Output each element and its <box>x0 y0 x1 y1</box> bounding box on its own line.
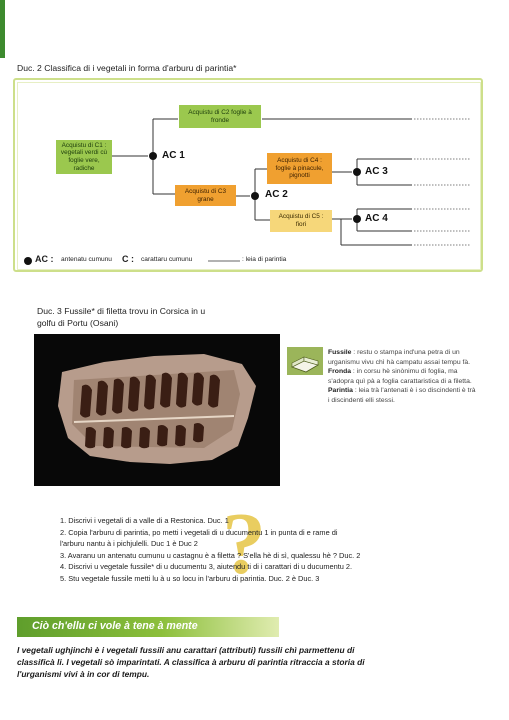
question-1: 1. Discrivi i vegetali di a valle di a Restonica. Duc. 1 <box>60 516 229 525</box>
box-c5: Acquistu di C5 : fiori <box>270 210 332 232</box>
ac1-node <box>149 152 157 160</box>
question-5: 5. Stu vegetale fussile metti lu à u so locu in l'arburu di parintia. Duc. 2 è Duc. 3 <box>60 573 320 583</box>
fossil-photo <box>34 334 280 486</box>
doc3-caption <box>37 305 205 329</box>
doc3-caption-line2: golfu di Portu (Osani) <box>37 318 119 328</box>
box-c4: Acquistu di C4 : foglie à pinacule, pignotti <box>267 153 332 184</box>
doc2-caption: Duc. 2 Classifica di i vegetali in forma d'arburu di parintia* <box>17 63 237 73</box>
question-2: 2. Copia l'arburu di parintia, po metti i vegetali di u ducumentu 1 in punta di e rame di <box>60 527 338 537</box>
ac4-label: AC 4 <box>365 213 388 224</box>
book-icon <box>287 347 323 375</box>
fossil-image <box>34 334 280 486</box>
ac1-label: AC 1 <box>162 150 185 161</box>
doc3-caption-line1: Duc. 3 Fussile* di filetta trovu in Corsica in u <box>37 306 206 316</box>
box-c1: Acquistu di C1 : vegetali verdi cù foglie vere, radiche <box>56 140 112 174</box>
book-icon-graphic <box>287 347 323 375</box>
glossary <box>328 348 478 406</box>
question-2-cont: l'arburu nantu à i pichjulelli. Duc 1 è Duc 2 <box>60 539 198 549</box>
summary-line-1: I vegetali ughjinchì è i vegetali fussili anu carattari (attributi) fussili chì parmettenu di <box>17 645 355 655</box>
legend-dot <box>24 257 32 265</box>
summary-line-2: classificà li. I vegetali sò imparintati. A classifica à arburu di parintia ritraccia a storia di <box>17 657 365 667</box>
ac3-label: AC 3 <box>365 166 388 177</box>
legend-c: C : <box>122 254 134 264</box>
box-c2: Acquistu di C2 foglie à fronde <box>179 105 261 128</box>
glossary-fronda: Fronda : in corsu hè sinònimu di foglia, ma s'adopra quì pà a foglia carattaristica di a filetta. <box>328 368 472 385</box>
glossary-parintia: Parintia : leia trà l'antenati è i so discindenti è trà i discindenti elli stessi. <box>328 387 476 404</box>
summary-banner <box>17 617 279 637</box>
glossary-fussile: Fussile : restu o stampa ind'una petra di un urganismu vivu chì hà campatu assai tempu fà. <box>328 349 471 366</box>
box-c3: Acquistu di C3 grane <box>175 185 236 206</box>
legend-ac: AC : <box>35 254 54 264</box>
summary-title: Ciò ch'ellu ci vole à tene à mente <box>32 620 198 632</box>
question-3: 3. Avaranu un antenatu cumunu u castagnu è a filetta ? S'ella hè di sì, qualessu hè ? Duc. 2 <box>60 550 361 560</box>
legend-line-text: : leia di parintia <box>242 256 287 263</box>
ac4-node <box>353 215 361 223</box>
question-4: 4. Discrivi u vegetale fussile* di u ducumentu 3, aiutendu ti di i carattari di u ducumentu 2. <box>60 562 353 572</box>
legend-ac-text: antenatu cumunu <box>61 256 112 263</box>
questions-list <box>60 515 480 585</box>
legend-c-text: carattaru cumunu <box>141 256 193 263</box>
summary-text <box>17 644 495 680</box>
ac2-node <box>251 192 259 200</box>
question-mark-icon: ? <box>222 496 266 593</box>
ac2-label: AC 2 <box>265 189 288 200</box>
ac3-node <box>353 168 361 176</box>
summary-line-3: l'urganismi vivi à in cor di tempu. <box>17 669 150 679</box>
